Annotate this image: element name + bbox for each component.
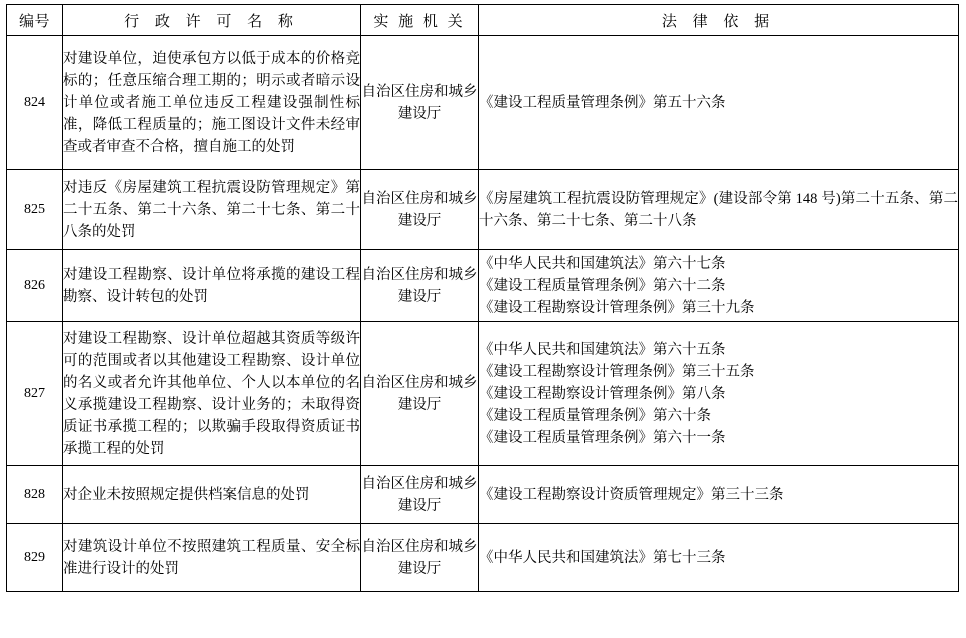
legal-basis-line: 《中华人民共和国建筑法》第七十三条 bbox=[479, 549, 726, 566]
legal-basis bbox=[479, 466, 959, 524]
row-number: 825 bbox=[7, 170, 63, 250]
legal-basis-line: 《建设工程勘察设计管理条例》第八条 bbox=[479, 385, 726, 402]
legal-basis-line: 《中华人民共和国建筑法》第六十五条 bbox=[479, 341, 726, 358]
legal-basis bbox=[479, 36, 959, 170]
permit-name: 对建设工程勘察、设计单位将承揽的建设工程勘察、设计转包的处罚 bbox=[63, 250, 361, 322]
implementing-agency: 自治区住房和城乡建设厅 bbox=[361, 524, 479, 592]
table-row bbox=[7, 170, 959, 250]
row-number: 827 bbox=[7, 322, 63, 466]
legal-basis-line: 《建设工程勘察设计资质管理规定》第三十三条 bbox=[479, 486, 784, 503]
table-header-row bbox=[7, 5, 959, 36]
row-number: 824 bbox=[7, 36, 63, 170]
permit-name: 对建设单位，迫使承包方以低于成本的价格竞标的；任意压缩合理工期的；明示或者暗示设计单位或者施工单位违反工程建设强制性标准，降低工程质量的；施工图设计文件未经审查或者审查不合格，擅自施工的处罚 bbox=[63, 36, 361, 170]
table-row bbox=[7, 524, 959, 592]
legal-basis-line: 《建设工程质量管理条例》第六十二条 bbox=[479, 277, 726, 294]
legal-basis bbox=[479, 170, 959, 250]
legal-basis-line: 《中华人民共和国建筑法》第六十七条 bbox=[479, 255, 726, 272]
legal-basis-line: 《建设工程质量管理条例》第六十条 bbox=[479, 407, 711, 424]
legal-basis bbox=[479, 250, 959, 322]
table-row bbox=[7, 322, 959, 466]
column-header-law: 法 律 依 据 bbox=[479, 5, 959, 36]
legal-basis-line: 《建设工程质量管理条例》第五十六条 bbox=[479, 94, 726, 111]
table-row bbox=[7, 36, 959, 170]
legal-basis-line: 《建设工程勘察设计管理条例》第三十九条 bbox=[479, 299, 755, 316]
legal-basis bbox=[479, 322, 959, 466]
permit-name: 对企业未按照规定提供档案信息的处罚 bbox=[63, 466, 361, 524]
implementing-agency: 自治区住房和城乡建设厅 bbox=[361, 36, 479, 170]
row-number: 828 bbox=[7, 466, 63, 524]
implementing-agency: 自治区住房和城乡建设厅 bbox=[361, 170, 479, 250]
table-row bbox=[7, 250, 959, 322]
column-header-no: 编号 bbox=[7, 5, 63, 36]
legal-basis-line: 《房屋建筑工程抗震设防管理规定》(建设部令第 148 号)第二十五条、第二十六条、第二十七条、第二十八条 bbox=[479, 190, 958, 229]
row-number: 829 bbox=[7, 524, 63, 592]
implementing-agency: 自治区住房和城乡建设厅 bbox=[361, 322, 479, 466]
implementing-agency: 自治区住房和城乡建设厅 bbox=[361, 250, 479, 322]
permit-name: 对违反《房屋建筑工程抗震设防管理规定》第二十五条、第二十六条、第二十七条、第二十八条的处罚 bbox=[63, 170, 361, 250]
permit-name: 对建设工程勘察、设计单位超越其资质等级许可的范围或者以其他建设工程勘察、设计单位的名义或者允许其他单位、个人以本单位的名义承揽建设工程勘察、设计业务的；未取得资质证书承揽工程的；以欺骗手段取得资质证书承揽工程的处罚 bbox=[63, 322, 361, 466]
column-header-org: 实 施 机 关 bbox=[361, 5, 479, 36]
table-row bbox=[7, 466, 959, 524]
administrative-permit-table bbox=[6, 4, 959, 592]
permit-name: 对建筑设计单位不按照建筑工程质量、安全标准进行设计的处罚 bbox=[63, 524, 361, 592]
implementing-agency: 自治区住房和城乡建设厅 bbox=[361, 466, 479, 524]
legal-basis bbox=[479, 524, 959, 592]
legal-basis-line: 《建设工程质量管理条例》第六十一条 bbox=[479, 429, 726, 446]
column-header-name: 行 政 许 可 名 称 bbox=[63, 5, 361, 36]
legal-basis-line: 《建设工程勘察设计管理条例》第三十五条 bbox=[479, 363, 755, 380]
document-page bbox=[0, 4, 966, 638]
row-number: 826 bbox=[7, 250, 63, 322]
